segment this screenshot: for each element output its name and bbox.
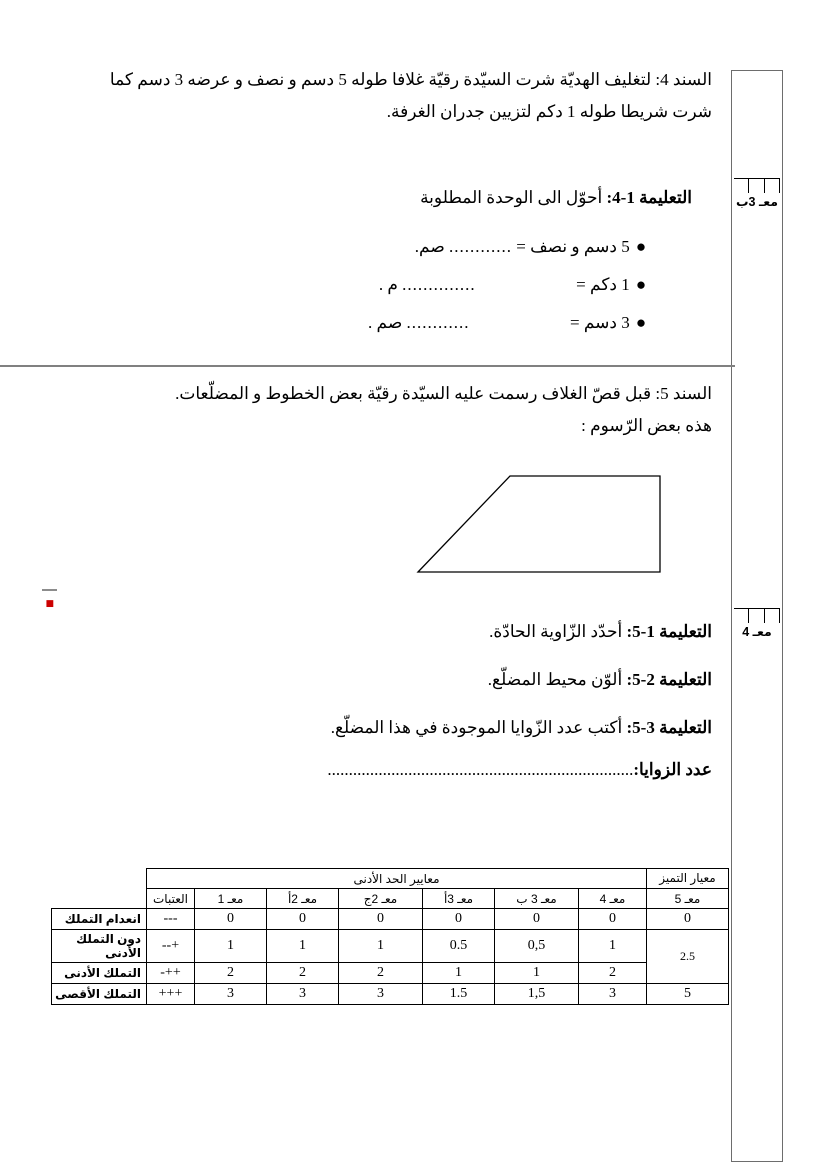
margin-marker-label: معـ 3ب: [735, 195, 779, 209]
section5-instruction-3-label: التعليمة 3-5:: [626, 718, 712, 737]
cell-value[interactable]: 0,5: [495, 930, 579, 963]
marker-cell[interactable]: [748, 179, 763, 193]
cell-value[interactable]: 1: [579, 930, 647, 963]
marker-cell[interactable]: [748, 609, 763, 623]
column-header-criterion: معـ 1: [195, 889, 267, 909]
section4-instruction: [78, 182, 692, 214]
list-item: [78, 228, 648, 266]
bullet-icon: ●: [635, 275, 647, 294]
header-minimum-criteria: معايير الحد الأدنى: [147, 869, 647, 889]
section5-prompt-line1: السند 5: قبل قصّ الغلاف رسمت عليه السيّدة رقيّة بعض الخطوط و المضلّعات.: [175, 384, 712, 403]
header-spacer: [52, 889, 147, 909]
bullet-icon: ●: [635, 237, 647, 256]
cell-value[interactable]: 2: [267, 963, 339, 984]
conversion-unit: صم .: [368, 313, 403, 332]
row-label: دون التملك الأدنى: [52, 930, 147, 963]
section5-instruction-2-text: ألوّن محيط المضلّع.: [487, 670, 623, 689]
cell-value[interactable]: 3: [267, 984, 339, 1005]
header-excellence-criterion: معيار التميز: [647, 869, 729, 889]
stray-gray-dash: [42, 589, 57, 591]
section5-instruction-2: [108, 664, 712, 696]
section5-instruction-3: [108, 712, 712, 744]
assessment-table-wrapper: [52, 868, 729, 1005]
cell-value[interactable]: 1: [495, 963, 579, 984]
bullet-icon: ●: [635, 313, 647, 332]
marker-grid[interactable]: [734, 608, 780, 623]
column-header-criterion: معـ 2ج: [339, 889, 423, 909]
answer-blank[interactable]: ............: [406, 313, 470, 332]
cell-value[interactable]: 0: [339, 909, 423, 930]
cell-value[interactable]: 2: [339, 963, 423, 984]
assessment-table: [51, 868, 729, 1005]
column-header-criterion: معـ 2أ: [267, 889, 339, 909]
list-item: [78, 266, 648, 304]
conversion-question: 5 دسم و نصف =: [516, 237, 630, 256]
cell-excellence-value[interactable]: 0: [647, 909, 729, 930]
answer-blank[interactable]: ..............: [402, 275, 476, 294]
column-header-criterion: معـ 3 ب: [495, 889, 579, 909]
cell-threshold-symbol: +--: [147, 930, 195, 963]
section-divider: [0, 365, 735, 367]
cell-value[interactable]: 0: [423, 909, 495, 930]
cell-value[interactable]: 2: [579, 963, 647, 984]
margin-marker-1[interactable]: [731, 178, 783, 210]
conversion-question: 3 دسم =: [570, 313, 630, 332]
section4-prompt: السند 4: لتغليف الهديّة شرت السيّدة رقيّة غلافا طوله 5 دسم و نصف و عرضه 3 دسم كما شرت شريطا طوله 1 دكم لتزيين جدران الغرفة.: [109, 70, 712, 121]
section5-instruction-3-text: أكتب عدد الزّوايا الموجودة في هذا المضلّع.: [330, 718, 623, 737]
cell-value[interactable]: 1.5: [423, 984, 495, 1005]
conversion-question: 1 دكم =: [576, 275, 630, 294]
conversion-unit: م .: [378, 275, 398, 294]
cell-value[interactable]: 0.5: [423, 930, 495, 963]
cell-excellence-value[interactable]: 2.5: [647, 930, 729, 984]
cell-threshold-symbol: ---: [147, 909, 195, 930]
trapezoid-figure: [410, 468, 670, 580]
cell-value[interactable]: 1: [267, 930, 339, 963]
table-header-row-1: [52, 869, 729, 889]
cell-value[interactable]: 1: [423, 963, 495, 984]
cell-value[interactable]: 3: [579, 984, 647, 1005]
cell-value[interactable]: 1: [339, 930, 423, 963]
marker-cell[interactable]: [734, 609, 748, 623]
column-header-thresholds: العتبات: [147, 889, 195, 909]
list-item: [78, 304, 648, 342]
cell-value[interactable]: 0: [267, 909, 339, 930]
answer-dots-blank[interactable]: ........................................................................: [327, 760, 634, 779]
section5-instruction-1-label: التعليمة 1-5:: [626, 622, 712, 641]
cell-threshold-symbol: ++-: [147, 963, 195, 984]
cell-value[interactable]: 1: [195, 930, 267, 963]
answer-blank[interactable]: ............: [449, 237, 512, 256]
marker-cell[interactable]: [764, 609, 780, 623]
cell-value[interactable]: 3: [195, 984, 267, 1005]
cell-value[interactable]: 0: [579, 909, 647, 930]
section4-conversion-list: [78, 228, 648, 342]
cell-value[interactable]: 0: [195, 909, 267, 930]
section5-instruction-2-label: التعليمة 2-5:: [626, 670, 712, 689]
marker-grid[interactable]: [734, 178, 780, 193]
answer-label: عدد الزوايا:: [633, 760, 712, 779]
header-spacer: [52, 869, 147, 889]
marker-cell[interactable]: [734, 179, 748, 193]
row-label: انعدام التملك: [52, 909, 147, 930]
cell-value[interactable]: 1,5: [495, 984, 579, 1005]
column-header-criterion: معـ 3أ: [423, 889, 495, 909]
row-label: التملك الأدنى: [52, 963, 147, 984]
column-header-excellence: معـ 5: [647, 889, 729, 909]
table-row: [52, 963, 729, 984]
column-header-criterion: معـ 4: [579, 889, 647, 909]
conversion-unit: صم.: [414, 237, 445, 256]
table-header-row-2: [52, 889, 729, 909]
table-row: [52, 930, 729, 963]
cell-value[interactable]: 2: [195, 963, 267, 984]
table-row: [52, 984, 729, 1005]
margin-marker-label: معـ 4: [742, 625, 772, 639]
cell-excellence-value[interactable]: 5: [647, 984, 729, 1005]
red-annotation-mark: ■: [45, 599, 54, 609]
cell-threshold-symbol: +++: [147, 984, 195, 1005]
section4-instruction-text: أحوّل الى الوحدة المطلوبة: [420, 188, 603, 207]
section5-instruction-1-text: أحدّد الزّاوية الحادّة.: [489, 622, 623, 641]
section5-instruction-1: [108, 616, 712, 648]
trapezoid-shape: [418, 476, 660, 572]
table-row: [52, 909, 729, 930]
section4-instruction-label: التعليمة 1-4:: [606, 188, 692, 207]
cell-value[interactable]: 3: [339, 984, 423, 1005]
marker-cell[interactable]: [764, 179, 780, 193]
section5-answer-line: [108, 754, 712, 786]
margin-marker-2[interactable]: [731, 608, 783, 640]
row-label: التملك الأقصى: [52, 984, 147, 1005]
section5-prompt-line2: هذه بعض الرّسوم :: [581, 416, 712, 435]
cell-value[interactable]: 0: [495, 909, 579, 930]
